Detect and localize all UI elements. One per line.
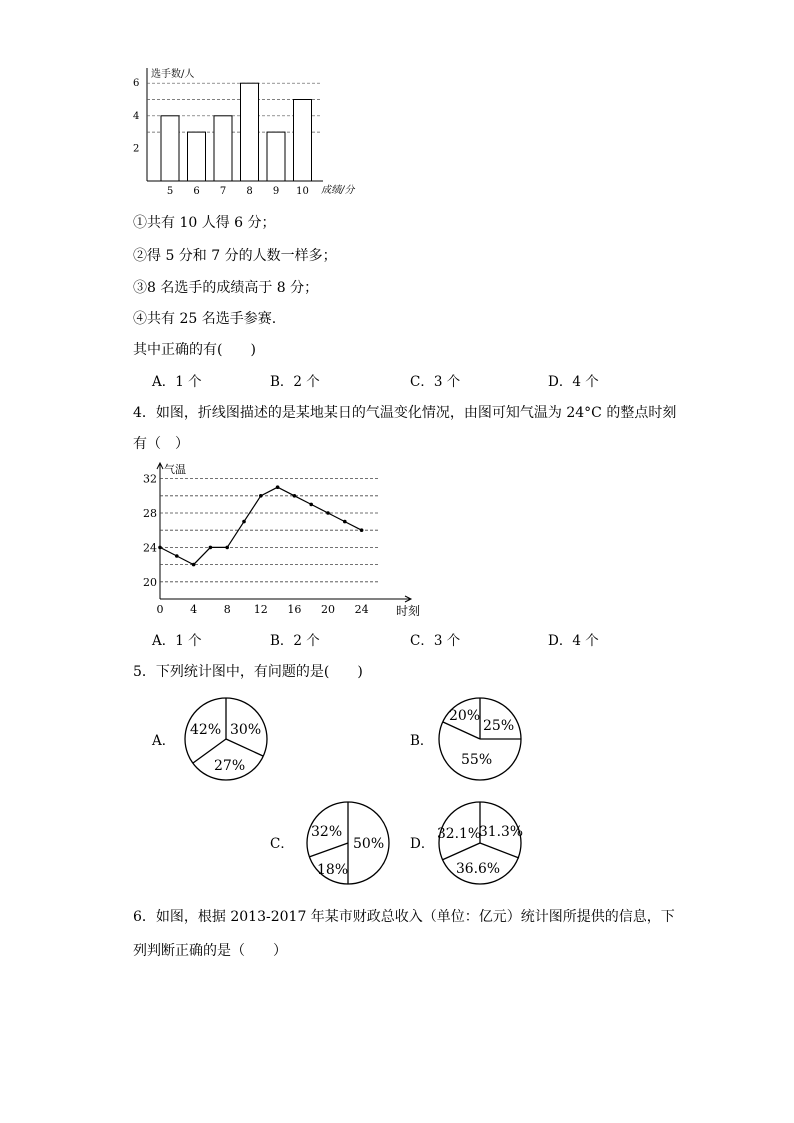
q3-option-c: C．3 个: [410, 374, 461, 390]
pie-a-slice-label: 27%: [214, 758, 246, 774]
temperature-point: [326, 511, 330, 515]
q5-option-d-label: D．: [410, 836, 435, 852]
pie-b-slice-label: 25%: [483, 718, 515, 734]
q3-option-a: A．1 个: [152, 374, 202, 390]
pie-c-divider: [309, 843, 348, 857]
line-chart-xtick: 12: [253, 603, 268, 616]
pie-c-slice-label: 32%: [311, 824, 343, 840]
temperature-point: [360, 528, 364, 532]
line-chart-ytick: 32: [143, 472, 157, 486]
pie-c-slice-label: 18%: [317, 862, 349, 878]
line-chart-ylabel: 气温: [164, 463, 186, 476]
bar-chart-ytick: 6: [133, 78, 140, 90]
bar: [188, 132, 206, 181]
q5-option-c-label: C．: [270, 836, 294, 852]
line-chart-xtick: 24: [354, 603, 369, 616]
q5-stem: 5．下列统计图中，有问题的是( ): [133, 664, 363, 680]
line-chart-xtick: 8: [223, 603, 231, 616]
pie-b-divider: [443, 722, 480, 739]
temperature-point: [192, 563, 196, 567]
temperature-point: [293, 494, 297, 498]
temperature-series-line: [160, 487, 362, 564]
pie-d-slice-label: 36.6%: [456, 861, 500, 877]
bar: [214, 116, 232, 181]
bar-chart-ytick: 4: [133, 110, 140, 122]
pie-chart-c: [305, 800, 391, 886]
q3-statement-4: ④共有 25 名选手参赛.: [133, 311, 277, 327]
bar-chart-xtick: 5: [166, 186, 174, 197]
temperature-point: [343, 520, 347, 524]
pie-chart-b: [437, 696, 523, 782]
temperature-line-chart: [140, 458, 430, 623]
line-chart-ytick: 28: [143, 507, 157, 520]
q3-option-b: B．2 个: [270, 374, 320, 390]
bar-chart-ylabel: 选手数/人: [151, 69, 195, 80]
line-chart-xtick: 16: [287, 603, 302, 616]
pie-chart-d: [437, 800, 523, 886]
q3-question: 其中正确的有( ): [133, 342, 256, 358]
q3-statement-3: ③8 名选手的成绩高于 8 分；: [133, 280, 319, 296]
bar: [161, 116, 179, 181]
q4-option-a: A．1 个: [152, 633, 202, 649]
line-chart-xtick: 4: [190, 603, 198, 616]
temperature-point: [259, 494, 263, 498]
bar-chart-xlabel: 成绩/分: [321, 185, 355, 196]
q4-option-d: D．4 个: [548, 633, 599, 649]
bar: [267, 132, 285, 181]
bar: [241, 83, 259, 181]
line-chart-ytick: 20: [143, 575, 157, 589]
q4-option-b: B．2 个: [270, 633, 320, 649]
q4-stem-line2: 有（ ）: [133, 436, 189, 452]
line-chart-ytick: 24: [143, 541, 157, 555]
q5-option-a-label: A．: [152, 733, 176, 749]
q6-stem-line1: 6．如图，根据 2013-2017 年某市财政总收入（单位：亿元）统计图所提供的信息，下: [133, 909, 675, 925]
q6-stem-line2: 列判断正确的是（ ）: [133, 943, 287, 959]
q4-stem-line1: 4．如图，折线图描述的是某地某日的气温变化情况，由图可知气温为 24°C 的整点时刻: [133, 405, 677, 421]
q4-option-c: C．3 个: [410, 633, 461, 649]
line-chart-xtick: 20: [321, 603, 335, 616]
line-chart-xtick: 0: [156, 603, 164, 616]
pie-b-slice-label: 20%: [449, 708, 481, 724]
pie-c-slice-label: 50%: [353, 836, 385, 852]
temperature-point: [209, 546, 213, 550]
pie-d-divider: [480, 843, 519, 858]
pie-a-slice-label: 42%: [190, 722, 222, 738]
bar-chart-ytick: 2: [133, 143, 140, 155]
q5-option-b-label: B．: [410, 733, 434, 749]
q3-option-d: D．4 个: [548, 374, 599, 390]
pie-d-divider: [442, 843, 480, 860]
temperature-point: [158, 546, 162, 550]
pie-chart-a: [183, 696, 269, 782]
bar-chart-xtick: 7: [219, 186, 227, 197]
temperature-point: [225, 546, 229, 550]
q3-statement-1: ①共有 10 人得 6 分；: [133, 215, 276, 231]
pie-a-divider: [226, 739, 263, 756]
pie-d-slice-label: 32.1%: [437, 826, 481, 842]
q3-statement-2: ②得 5 分和 7 分的人数一样多；: [133, 248, 337, 264]
temperature-point: [175, 554, 179, 558]
temperature-point: [276, 485, 280, 489]
score-bar-chart: [125, 62, 365, 202]
bar-chart-xtick: 8: [246, 186, 253, 197]
pie-a-slice-label: 30%: [230, 722, 262, 738]
bar-chart-xtick: 9: [272, 186, 280, 197]
line-chart-xlabel: 时刻: [396, 604, 421, 618]
pie-b-slice-label: 55%: [461, 752, 493, 768]
bar-chart-xtick: 10: [296, 186, 309, 197]
pie-d-slice-label: 31.3%: [479, 824, 523, 840]
temperature-point: [309, 503, 313, 507]
bar: [294, 100, 312, 182]
temperature-point: [242, 520, 246, 524]
bar-chart-xtick: 6: [193, 186, 200, 197]
